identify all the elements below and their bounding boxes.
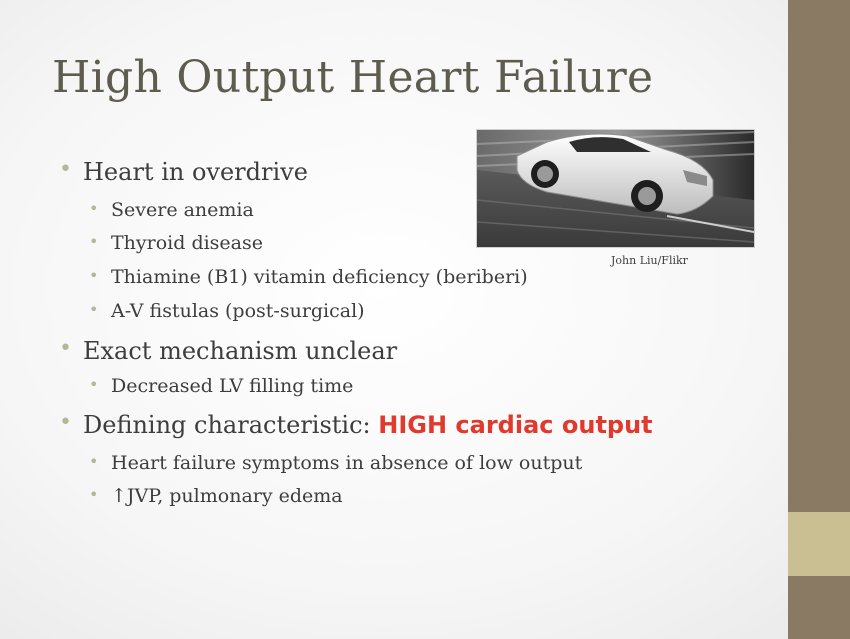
car-photo: [476, 129, 755, 248]
bullet-dot-icon: •: [59, 410, 72, 435]
bullet-dot-icon: •: [59, 336, 72, 361]
bullet-dot-icon: •: [59, 157, 72, 182]
bullet-text: Exact mechanism unclear: [83, 337, 398, 365]
sub-bullet-item: [89, 232, 263, 254]
bullet-dot-icon: •: [89, 266, 99, 285]
sub-bullet-item: [89, 375, 354, 397]
sub-bullet-text: Thyroid disease: [111, 232, 263, 254]
bullet-item: [59, 410, 653, 439]
bullet-dot-icon: •: [89, 452, 99, 471]
sub-bullet-item: [89, 266, 528, 288]
sub-bullet-text: ↑JVP, pulmonary edema: [111, 485, 343, 507]
bullet-item: [59, 157, 308, 186]
bullet-text: Defining characteristic:: [83, 411, 379, 439]
slide-title: High Output Heart Failure: [52, 52, 654, 103]
image-credit: John Liu/Flikr: [611, 254, 688, 267]
sub-bullet-item: [89, 452, 583, 474]
sub-bullet-item: [89, 485, 343, 507]
sub-bullet-text: Thiamine (B1) vitamin deficiency (beriberi): [111, 266, 528, 288]
sub-bullet-text: Severe anemia: [111, 199, 254, 221]
bullet-dot-icon: •: [89, 375, 99, 394]
highlight-text: HIGH cardiac output: [378, 411, 653, 439]
sidebar-accent-block: [788, 512, 850, 576]
bullet-dot-icon: •: [89, 300, 99, 319]
bullet-dot-icon: •: [89, 485, 99, 504]
sub-bullet-item: [89, 199, 254, 221]
sub-bullet-item: [89, 300, 365, 322]
sub-bullet-text: Heart failure symptoms in absence of low output: [111, 452, 583, 474]
bullet-text: Heart in overdrive: [83, 158, 308, 186]
sub-bullet-text: A-V fistulas (post-surgical): [111, 300, 365, 322]
bullet-item: [59, 336, 398, 365]
bullet-dot-icon: •: [89, 232, 99, 251]
bullet-dot-icon: •: [89, 199, 99, 218]
car-illustration: [477, 130, 754, 247]
sub-bullet-text: Decreased LV filling time: [111, 375, 354, 397]
